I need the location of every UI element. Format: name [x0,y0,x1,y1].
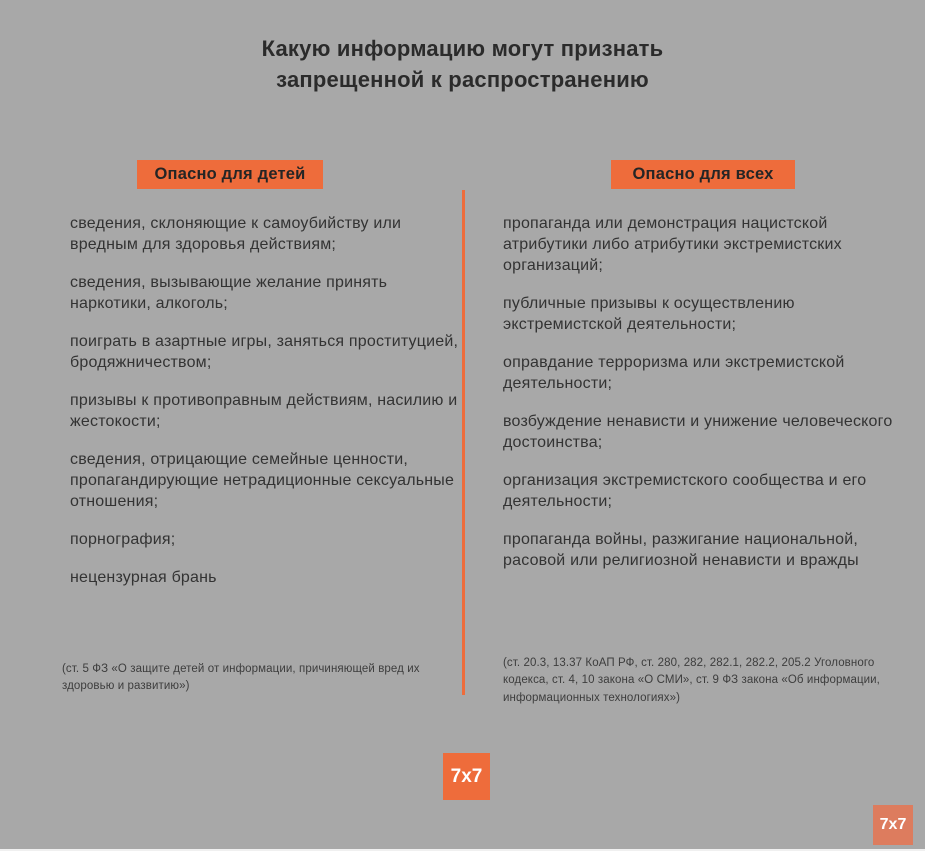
page-title [0,33,925,95]
7x7-logo-corner-label: 7x7 [879,816,907,833]
children-column [70,213,462,605]
badge-dangerous-for-all-label: Опасно для всех [632,165,774,183]
list-item: поиграть в азартные игры, заняться проституцией, бродяжничеством; [70,333,459,371]
list-item: возбуждение ненависти и унижение человеческого достоинства; [503,413,893,451]
7x7-logo-center [443,753,490,800]
badge-dangerous-for-all [611,160,795,189]
everyone-column-footnote: (ст. 20.3, 13.37 КоАП РФ, ст. 280, 282, 282.1, 282.2, 205.2 Уголовного кодекса, ст. 4, 10 закона «О СМИ», ст. 9 ФЗ закона «Об информации, информационных технологиях») [503,657,880,704]
children-column-footnote: (ст. 5 ФЗ «О защите детей от информации, причиняющей вред их здоровью и развитию») [62,663,420,693]
list-item: организация экстремистского сообщества и его деятельности; [503,472,867,510]
list-item: оправдание терроризма или экстремистской деятельности; [503,354,845,392]
list-item: пропаганда или демонстрация нацистской атрибутики либо атрибутики экстремистских организаций; [503,215,842,274]
list-item: публичные призывы к осуществлению экстремистской деятельности; [503,295,795,333]
page-title-line2: запрещенной к распространению [276,67,649,93]
7x7-logo-corner [873,805,913,845]
badge-dangerous-for-children-label: Опасно для детей [154,165,306,183]
7x7-logo-center-label: 7x7 [450,765,483,787]
badge-dangerous-for-children [137,160,323,189]
list-item: сведения, отрицающие семейные ценности, пропагандирующие нетрадиционные сексуальные отношения; [70,451,455,510]
list-item: сведения, вызывающие желание принять наркотики, алкоголь; [70,274,388,312]
list-item: нецензурная брань [70,569,217,586]
everyone-column [503,213,903,588]
list-item: сведения, склоняющие к самоубийству или вредным для здоровья действиям; [70,215,402,253]
vertical-divider [462,190,465,695]
list-item: призывы к противоправным действиям, насилию и жестокости; [70,392,458,430]
page-title-line1: Какую информацию могут признать [261,36,664,61]
list-item: пропаганда войны, разжигание национальной, расовой или религиозной ненависти и вражды [503,531,859,569]
list-item: порнография; [70,531,176,548]
